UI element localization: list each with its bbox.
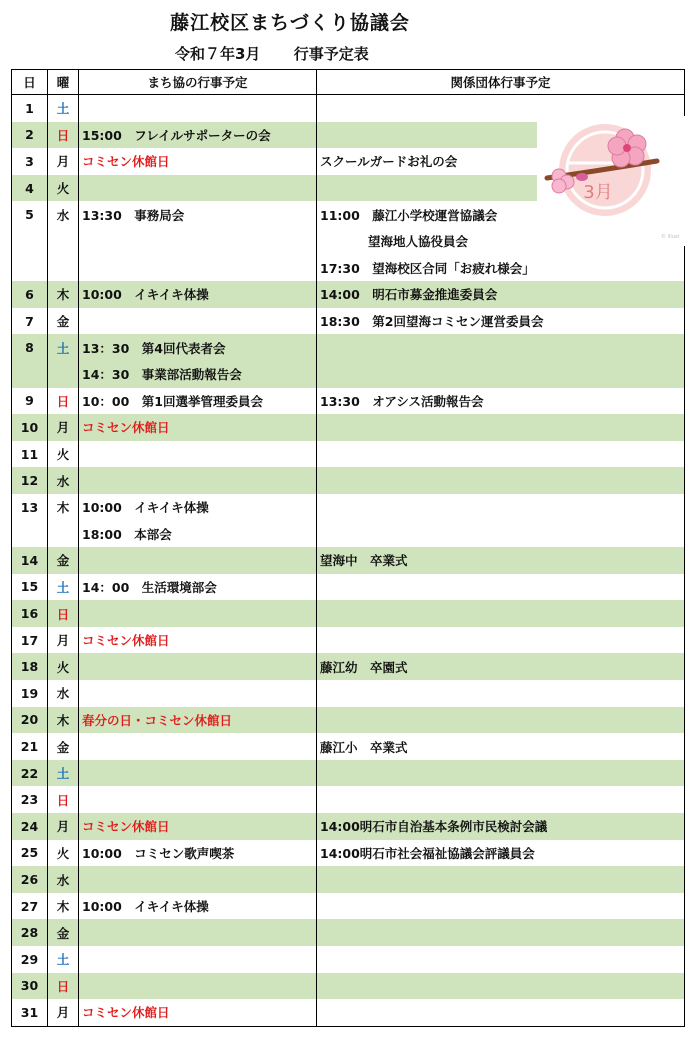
cell-dow-text: 土: [56, 766, 70, 782]
cell-machikyo-event: [79, 334, 317, 361]
cell-day: [12, 148, 48, 175]
cell-dow-text: 日: [56, 978, 70, 994]
cell-day: [12, 467, 48, 494]
cell-related-event-text: 望海地人協役員会: [368, 234, 469, 250]
cell-machikyo-event-text: 15:00 フレイルサポーターの会: [82, 127, 271, 143]
cell-machikyo-event: [79, 175, 317, 202]
cell-related-event-text: 14:00 明石市募金推進委員会: [320, 287, 498, 303]
cell-dow: [48, 175, 79, 202]
cell-dow-text: 土: [56, 340, 70, 356]
cell-day: [12, 122, 48, 149]
subtitle-label: 行事予定表: [293, 45, 369, 63]
subtitle-period: 令和７年3月: [175, 45, 261, 63]
cell-machikyo-event-text: 18:00 本部会: [82, 526, 172, 542]
cell-dow: [48, 893, 79, 920]
cell-related-event: [317, 467, 685, 494]
cell-day-text: 26: [20, 872, 39, 888]
cell-dow: [48, 308, 79, 335]
cell-machikyo-event: [79, 946, 317, 973]
table-row: [12, 521, 685, 548]
cell-dow: [48, 786, 79, 813]
table-row: [12, 653, 685, 680]
cell-machikyo-event-text: 13:30 事務局会: [82, 207, 185, 223]
cell-related-event: [317, 946, 685, 973]
cell-day-text: 1: [25, 100, 34, 116]
cell-machikyo-event: [79, 893, 317, 920]
cell-machikyo-event: [79, 414, 317, 441]
cell-related-event: [317, 521, 685, 548]
cell-dow-text: 水: [56, 872, 70, 888]
cell-dow: [48, 760, 79, 787]
cell-day: [12, 308, 48, 335]
cell-dow: [48, 281, 79, 308]
cell-dow: [48, 733, 79, 760]
cell-related-event-text: 望海中 卒業式: [320, 553, 408, 569]
cell-machikyo-event: [79, 95, 317, 122]
cell-day-text: 8: [25, 340, 34, 356]
table-row: [12, 813, 685, 840]
cell-dow: [48, 334, 79, 361]
cell-machikyo-event: [79, 308, 317, 335]
table-row: [12, 680, 685, 707]
cell-day-text: 30: [20, 978, 39, 994]
cell-dow: [48, 999, 79, 1026]
cell-day-text: 12: [20, 473, 39, 489]
cell-machikyo-event: [79, 441, 317, 468]
cell-dow: [48, 574, 79, 601]
cell-machikyo-event: [79, 467, 317, 494]
cell-day-text: 22: [20, 765, 39, 781]
cell-day-text: 6: [25, 286, 34, 302]
table-row: [12, 600, 685, 627]
cell-dow-text: 月: [56, 154, 70, 170]
cell-dow: [48, 414, 79, 441]
cell-related-event-text: 藤江幼 卒園式: [320, 659, 408, 675]
cell-day-text: 24: [20, 818, 39, 834]
table-row: [12, 627, 685, 654]
cell-machikyo-event: [79, 786, 317, 813]
cell-day-text: 18: [20, 659, 39, 675]
cell-related-event: [317, 919, 685, 946]
table-row: [12, 707, 685, 734]
cell-day: [12, 95, 48, 122]
cell-machikyo-event-text: コミセン休館日: [82, 819, 170, 835]
table-row: [12, 866, 685, 893]
cell-dow-text: 木: [56, 287, 70, 303]
page-title: 藤江校区まちづくり協議会: [170, 12, 410, 34]
cell-related-event: [317, 680, 685, 707]
table-row: [12, 388, 685, 415]
cell-day-text: 4: [25, 180, 34, 196]
cell-machikyo-event-text: コミセン休館日: [82, 154, 170, 170]
cell-day-text: 28: [20, 925, 39, 941]
cell-day-text: 25: [20, 845, 39, 861]
cell-dow-text: 火: [56, 659, 70, 675]
cell-related-event: [317, 334, 685, 361]
table-row: [12, 919, 685, 946]
cell-day-text: 17: [20, 632, 39, 648]
cell-dow-text: 月: [56, 633, 70, 649]
header-day: 日: [12, 70, 48, 95]
cell-dow-text: 火: [56, 845, 70, 861]
table-row: [12, 494, 685, 521]
page-subtitle: [175, 43, 397, 64]
sakura-march-badge-image: [537, 116, 685, 246]
cell-machikyo-event: [79, 707, 317, 734]
cell-related-event-text: 14:00明石市自治基本条例市民検討会議: [320, 819, 548, 835]
cell-related-event: [317, 813, 685, 840]
cell-machikyo-event-text: 14：00 生活環境部会: [82, 579, 217, 595]
cell-day: [12, 653, 48, 680]
cell-dow: [48, 95, 79, 122]
cell-day: [12, 786, 48, 813]
cell-dow-text: 木: [56, 500, 70, 516]
table-row: [12, 361, 685, 388]
cell-related-event: [317, 388, 685, 415]
cell-day: [12, 893, 48, 920]
cell-dow: [48, 600, 79, 627]
cell-machikyo-event: [79, 122, 317, 149]
table-row: [12, 733, 685, 760]
cell-day-text: 2: [25, 127, 34, 143]
cell-day: [12, 521, 48, 548]
cell-related-event: [317, 627, 685, 654]
cell-day-text: 19: [20, 685, 39, 701]
badge-month-text: 3月: [583, 182, 613, 203]
cell-day: [12, 547, 48, 574]
cell-dow: [48, 919, 79, 946]
cell-machikyo-event: [79, 255, 317, 282]
cell-day-text: 5: [25, 207, 34, 223]
image-credit: © illust: [661, 234, 680, 240]
cell-machikyo-event: [79, 999, 317, 1026]
cell-dow: [48, 361, 79, 388]
cell-machikyo-event: [79, 521, 317, 548]
cell-day-text: 20: [20, 712, 39, 728]
cell-machikyo-event-text: 10:00 イキイキ体操: [82, 899, 209, 915]
cell-day-text: 9: [25, 393, 34, 409]
cell-day: [12, 441, 48, 468]
cell-related-event-text: 18:30 第2回望海コミセン運営委員会: [320, 314, 544, 330]
cell-related-event: [317, 361, 685, 388]
cell-related-event: [317, 760, 685, 787]
cell-day-text: 7: [25, 313, 34, 329]
cell-related-event: [317, 840, 685, 867]
cell-dow: [48, 946, 79, 973]
cell-dow-text: 日: [56, 792, 70, 808]
cell-day: [12, 627, 48, 654]
cell-dow: [48, 707, 79, 734]
cell-dow: [48, 653, 79, 680]
cell-machikyo-event-text: コミセン休館日: [82, 420, 170, 436]
table-row: [12, 893, 685, 920]
cell-day-text: 23: [20, 792, 39, 808]
cell-day: [12, 388, 48, 415]
cell-day: [12, 733, 48, 760]
cell-day-text: 14: [20, 552, 39, 568]
cell-related-event: [317, 600, 685, 627]
cell-related-event-text: 藤江小 卒業式: [320, 739, 408, 755]
cell-dow: [48, 866, 79, 893]
table-row: [12, 786, 685, 813]
cell-machikyo-event-text: 10：00 第1回選挙管理委員会: [82, 393, 263, 409]
cell-day-text: 16: [20, 606, 39, 622]
cell-day: [12, 866, 48, 893]
cell-day: [12, 680, 48, 707]
cell-day: [12, 175, 48, 202]
cell-dow: [48, 547, 79, 574]
cell-dow-text: 日: [56, 127, 70, 143]
cell-machikyo-event: [79, 574, 317, 601]
cell-dow: [48, 388, 79, 415]
cell-day-text: 11: [20, 446, 39, 462]
table-row: [12, 973, 685, 1000]
cell-day: [12, 813, 48, 840]
cell-dow: [48, 840, 79, 867]
cell-related-event: [317, 973, 685, 1000]
cell-machikyo-event-text: コミセン休館日: [82, 1005, 170, 1021]
cell-day: [12, 361, 48, 388]
cell-dow: [48, 813, 79, 840]
table-row: [12, 281, 685, 308]
table-row: [12, 334, 685, 361]
table-row: [12, 414, 685, 441]
cell-related-event-text: スクールガードお礼の会: [320, 154, 458, 170]
table-row: [12, 574, 685, 601]
cell-day: [12, 334, 48, 361]
cell-day: [12, 600, 48, 627]
cell-related-event-text: 11:00 藤江小学校運営協議会: [320, 207, 498, 223]
cell-related-event: [317, 574, 685, 601]
cell-machikyo-event-text: 13：30 第4回代表者会: [82, 340, 226, 356]
header-related-groups: 関係団体行事予定: [317, 70, 685, 95]
header-machikyo: まち協の行事予定: [79, 70, 317, 95]
cell-related-event: [317, 653, 685, 680]
cell-related-event: [317, 707, 685, 734]
cell-dow-text: 金: [56, 739, 70, 755]
cell-machikyo-event: [79, 388, 317, 415]
cell-dow-text: 土: [56, 579, 70, 595]
cell-day: [12, 574, 48, 601]
cell-dow-text: 日: [56, 606, 70, 622]
cell-dow-text: 火: [56, 181, 70, 197]
cell-related-event: [317, 733, 685, 760]
cell-dow-text: 水: [56, 207, 70, 223]
cell-related-event-text: 13:30 オアシス活動報告会: [320, 393, 484, 409]
table-row: [12, 255, 685, 282]
cell-machikyo-event-text: 10:00 イキイキ体操: [82, 500, 209, 516]
table-header-row: [12, 70, 685, 95]
cell-dow-text: 土: [56, 101, 70, 117]
table-row: [12, 840, 685, 867]
cell-day: [12, 919, 48, 946]
cell-day-text: 27: [20, 898, 39, 914]
cell-dow-text: 水: [56, 473, 70, 489]
cell-dow-text: 月: [56, 819, 70, 835]
cell-related-event-text: 14:00明石市社会福祉協議会評議員会: [320, 845, 535, 861]
cell-day: [12, 281, 48, 308]
cell-machikyo-event-text: 春分の日・コミセン休館日: [82, 712, 233, 728]
cell-day: [12, 255, 48, 282]
cell-day: [12, 946, 48, 973]
cell-related-event: [317, 893, 685, 920]
cell-related-event: [317, 494, 685, 521]
cell-machikyo-event-text: 10:00 イキイキ体操: [82, 287, 209, 303]
cell-related-event: [317, 255, 685, 282]
cell-day: [12, 228, 48, 255]
cell-day: [12, 973, 48, 1000]
cell-dow-text: 木: [56, 899, 70, 915]
cell-machikyo-event: [79, 148, 317, 175]
cell-related-event: [317, 547, 685, 574]
cell-machikyo-event: [79, 600, 317, 627]
cell-machikyo-event: [79, 494, 317, 521]
cell-machikyo-event: [79, 973, 317, 1000]
cell-dow: [48, 441, 79, 468]
cell-dow: [48, 201, 79, 228]
cell-dow-text: 月: [56, 1005, 70, 1021]
cell-day: [12, 999, 48, 1026]
cell-machikyo-event: [79, 733, 317, 760]
cell-dow: [48, 148, 79, 175]
cell-machikyo-event-text: 14：30 事業部活動報告会: [82, 367, 242, 383]
cell-related-event: [317, 308, 685, 335]
cell-day-text: 31: [20, 1004, 39, 1020]
cell-day: [12, 494, 48, 521]
cell-dow: [48, 627, 79, 654]
cell-machikyo-event: [79, 919, 317, 946]
cell-dow: [48, 494, 79, 521]
cell-day: [12, 707, 48, 734]
cell-machikyo-event-text: コミセン休館日: [82, 633, 170, 649]
cell-machikyo-event: [79, 201, 317, 228]
cell-machikyo-event: [79, 281, 317, 308]
table-row: [12, 467, 685, 494]
cell-related-event: [317, 786, 685, 813]
cell-machikyo-event: [79, 680, 317, 707]
header-dow: 曜: [48, 70, 79, 95]
cell-related-event: [317, 441, 685, 468]
cell-day-text: 29: [20, 951, 39, 967]
cell-day-text: 13: [20, 499, 39, 515]
cell-dow-text: 金: [56, 314, 70, 330]
cell-machikyo-event: [79, 547, 317, 574]
cell-dow: [48, 255, 79, 282]
cell-day-text: 3: [25, 153, 34, 169]
cell-machikyo-event: [79, 627, 317, 654]
table-row: [12, 760, 685, 787]
cell-dow-text: 金: [56, 925, 70, 941]
cell-dow-text: 木: [56, 712, 70, 728]
cell-day: [12, 414, 48, 441]
table-row: [12, 999, 685, 1026]
cell-dow-text: 月: [56, 420, 70, 436]
cell-machikyo-event: [79, 228, 317, 255]
table-row: [12, 308, 685, 335]
cell-dow-text: 金: [56, 553, 70, 569]
cell-dow-text: 水: [56, 686, 70, 702]
cell-related-event: [317, 866, 685, 893]
cell-related-event: [317, 999, 685, 1026]
cell-machikyo-event: [79, 813, 317, 840]
cell-related-event: [317, 281, 685, 308]
cell-related-event: [317, 414, 685, 441]
cell-dow: [48, 467, 79, 494]
cell-machikyo-event: [79, 653, 317, 680]
cell-dow-text: 日: [56, 393, 70, 409]
table-row: [12, 441, 685, 468]
cell-machikyo-event: [79, 760, 317, 787]
table-row: [12, 946, 685, 973]
cell-day: [12, 201, 48, 228]
cell-dow: [48, 228, 79, 255]
table-row: [12, 547, 685, 574]
cell-machikyo-event-text: 10:00 コミセン歌声喫茶: [82, 845, 235, 861]
cell-day: [12, 760, 48, 787]
cell-dow: [48, 973, 79, 1000]
cell-day-text: 15: [20, 579, 39, 595]
cell-machikyo-event: [79, 866, 317, 893]
cell-day: [12, 840, 48, 867]
cell-dow-text: 土: [56, 952, 70, 968]
cell-day-text: 21: [20, 739, 39, 755]
cell-machikyo-event: [79, 361, 317, 388]
cell-related-event-text: 17:30 望海校区合同「お疲れ様会」: [320, 260, 535, 276]
cell-dow: [48, 680, 79, 707]
cell-day-text: 10: [20, 419, 39, 435]
cell-dow-text: 火: [56, 447, 70, 463]
cell-dow: [48, 122, 79, 149]
cell-dow: [48, 521, 79, 548]
cell-machikyo-event: [79, 840, 317, 867]
